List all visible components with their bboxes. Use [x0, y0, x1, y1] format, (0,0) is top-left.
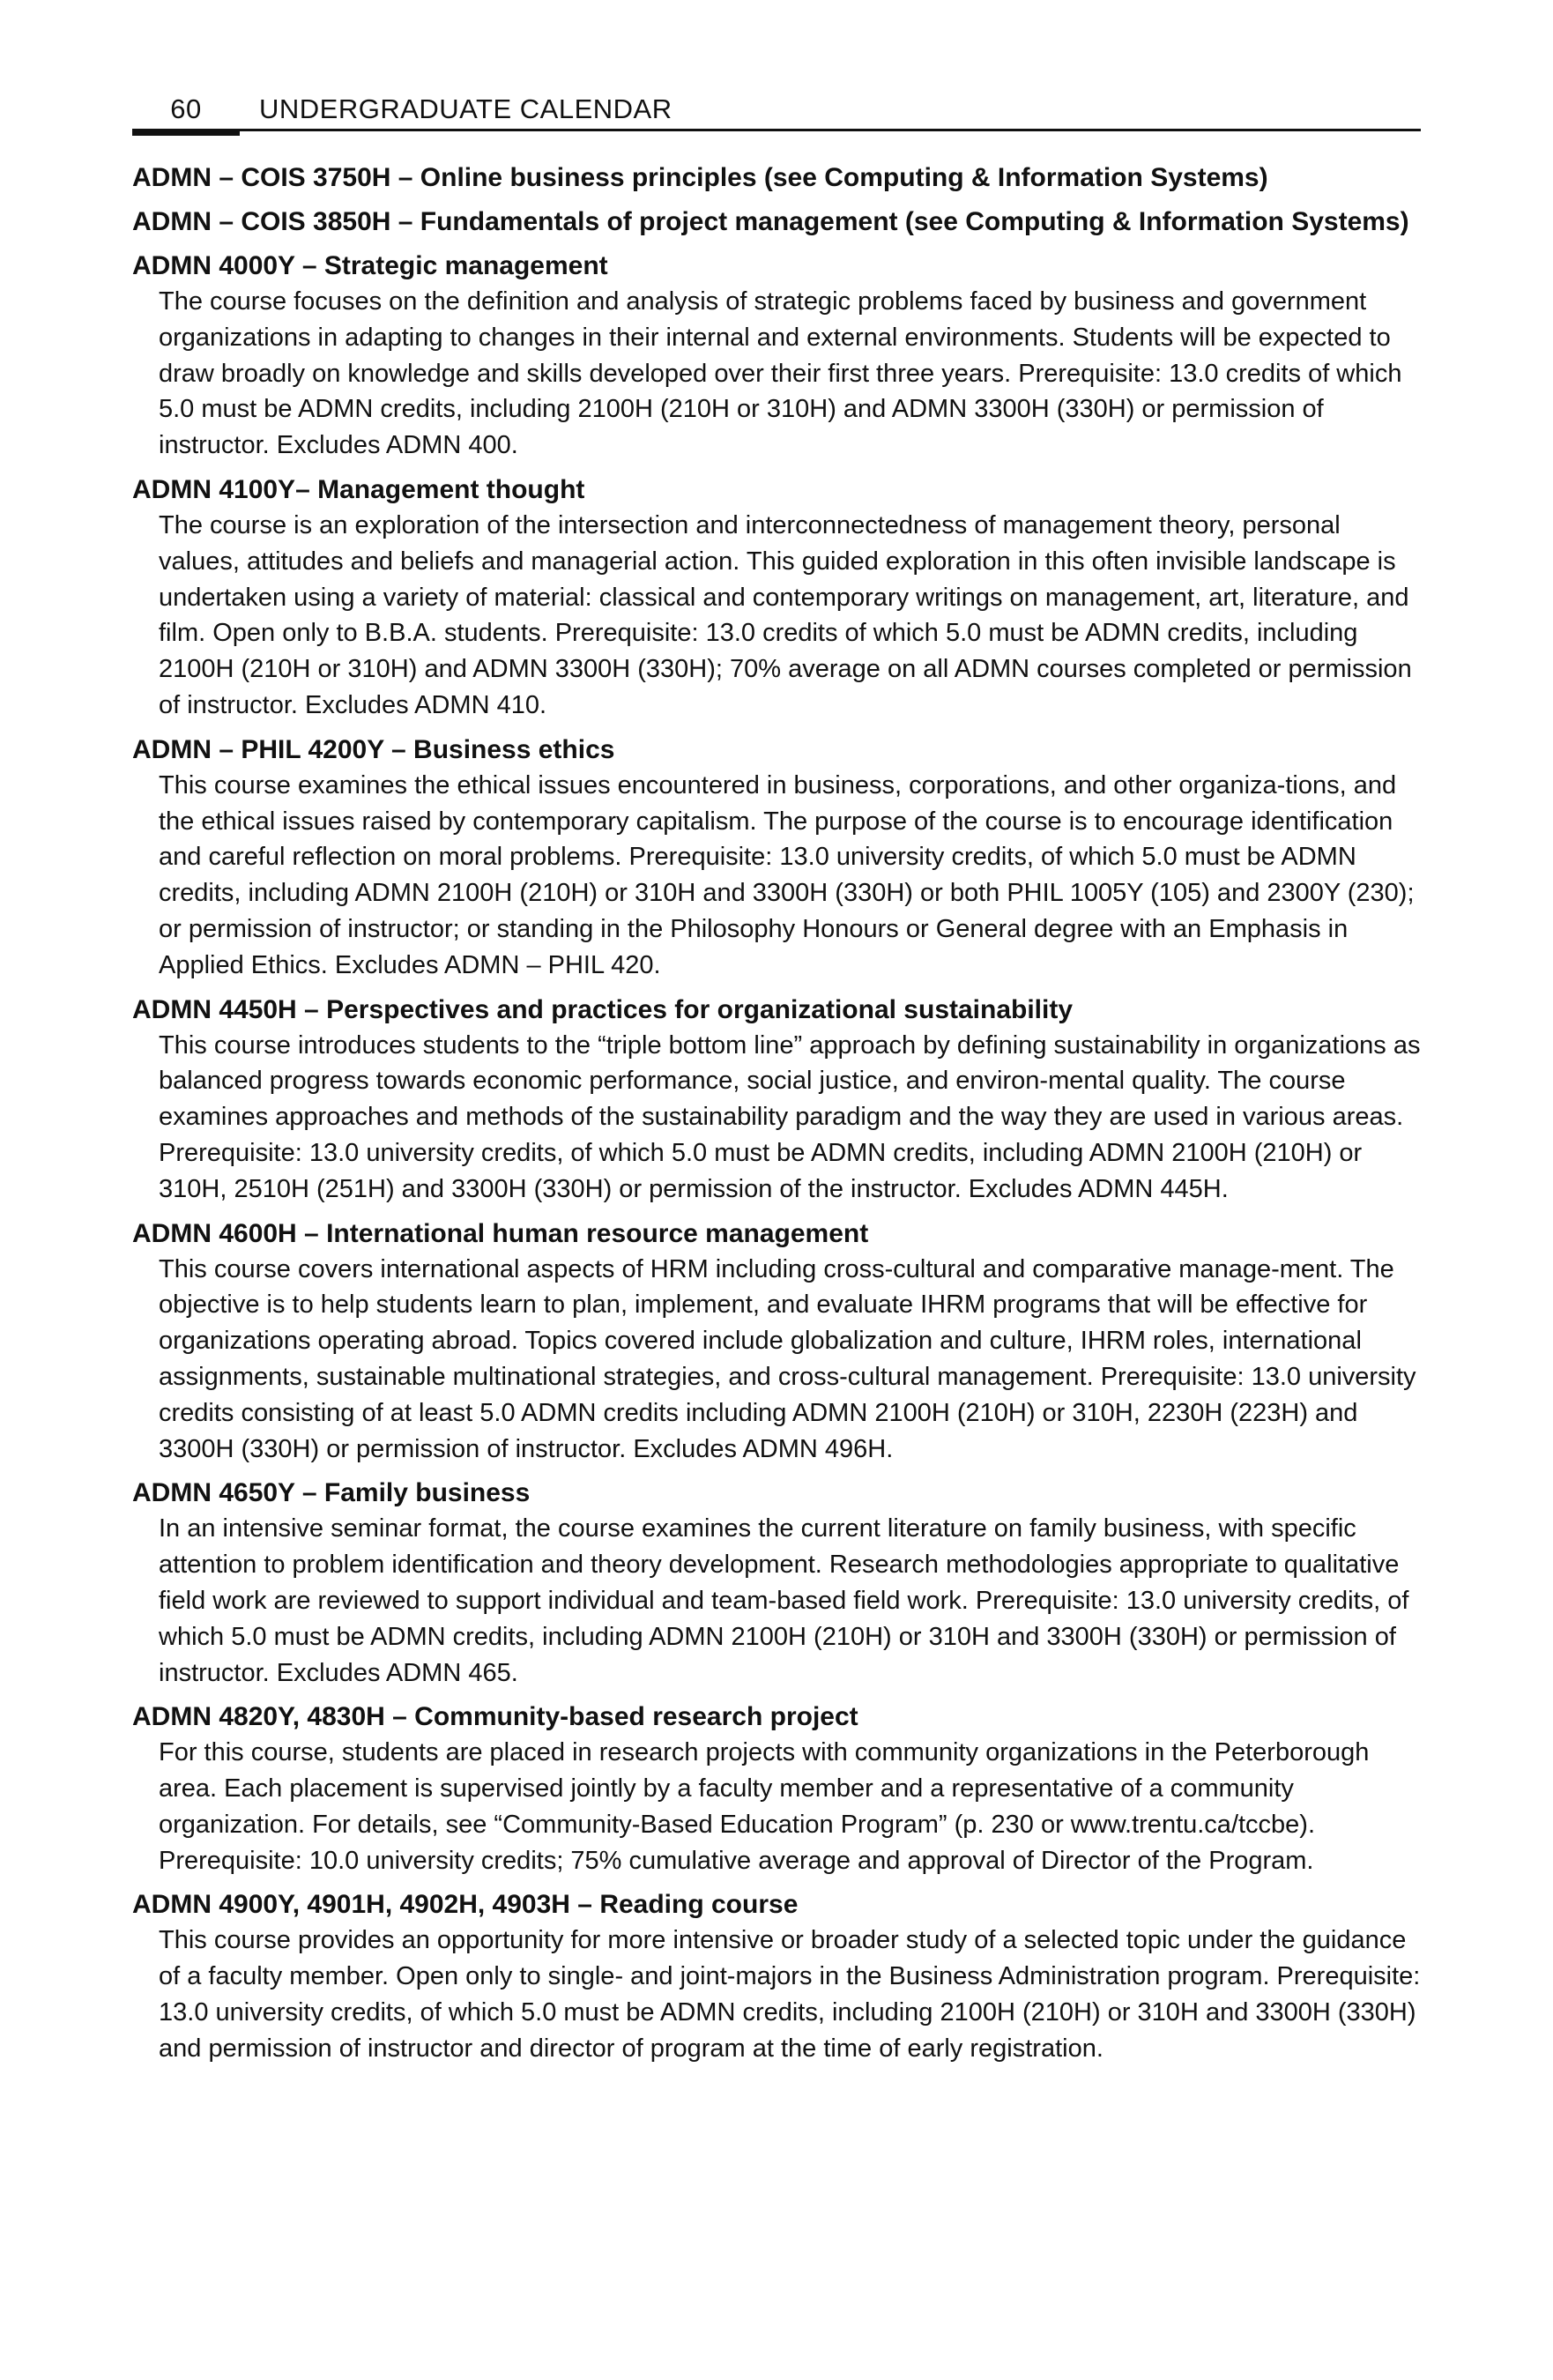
course-title: ADMN 4820Y, 4830H – Community-based research project [132, 1702, 858, 1732]
course-description: This course examines the ethical issues encountered in business, corporations, and other organiza-tions, and the ethical issues raised by contemporary capitalism. The purpose of the course is to encourage identification and careful reflection on moral problems. Prerequisite: 13.0 university credits, of which 5.0 must be ADMN credits, including ADMN 2100H (210H) or 310H and 3300H (330H) or both PHIL 1005Y (105) and 2300Y (230); or permission of instructor; or standing in the Philosophy Honours or General degree with an Emphasis in Applied Ethics. Excludes ADMN – PHIL 420. [159, 770, 1415, 979]
course-title: ADMN – COIS 3850H – Fundamentals of project management (see Computing & Information Systems) [132, 207, 1409, 236]
course-entry [132, 1475, 1421, 1691]
course-description: In an intensive seminar format, the course examines the current literature on family business, with specific attention to problem identification and theory development. Research methodologies appropriate to qualitative field work are reviewed to support individual and team-based field work. Prerequisite: 13.0 university credits, of which 5.0 must be ADMN credits, including ADMN 2100H (210H) or 310H and 3300H (330H) or permission of instructor. Excludes ADMN 465. [159, 1514, 1409, 1687]
course-entry [132, 472, 1421, 724]
course-title: ADMN 4900Y, 4901H, 4902H, 4903H – Reading course [132, 1890, 799, 1920]
course-description: This course provides an opportunity for more intensive or broader study of a selected topic under the guidance of a faculty member. Open only to single- and joint-majors in the Business Administration program. Prerequisite: 13.0 university credits, of which 5.0 must be ADMN credits, including 2100H (210H) or 310H and 3300H (330H) and permission of instructor and director of program at the time of early registration. [159, 1926, 1421, 2063]
course-entry [132, 992, 1421, 1208]
course-title: ADMN – PHIL 4200Y – Business ethics [132, 734, 615, 764]
course-title: ADMN 4600H – International human resource management [132, 1218, 869, 1248]
course-entry [132, 1216, 1421, 1468]
course-entry [132, 204, 1421, 240]
header-title: UNDERGRADUATE CALENDAR [259, 93, 672, 124]
course-entry [132, 1699, 1421, 1878]
course-entry [132, 732, 1421, 984]
course-title: ADMN 4650Y – Family business [132, 1478, 531, 1508]
calendar-page [132, 79, 1421, 2075]
course-title: ADMN 4450H – Perspectives and practices for organizational sustainability [132, 994, 1074, 1024]
course-title: ADMN 4000Y – Strategic management [132, 251, 608, 280]
course-entry [132, 248, 1421, 464]
course-title: ADMN 4100Y– Management thought [132, 474, 585, 504]
course-description: This course introduces students to the “triple bottom line” approach by defining sustainability in organizations as balanced progress towards economic performance, social justice, and environ-mental quality. The course examines approaches and methods of the sustainability paradigm and the way they are used in various areas. Prerequisite: 13.0 university credits, of which 5.0 must be ADMN credits, including ADMN 2100H (210H) or 310H, 2510H (251H) and 3300H (330H) or permission of the instructor. Excludes ADMN 445H. [159, 1030, 1421, 1203]
page-header [132, 79, 1421, 131]
header-tab-bar [132, 129, 240, 136]
course-title: ADMN – COIS 3750H – Online business principles (see Computing & Information Systems) [132, 163, 1268, 192]
course-entry [132, 1886, 1421, 2066]
course-entry [132, 160, 1421, 196]
page-number: 60 [170, 93, 202, 124]
course-description: The course is an exploration of the intersection and interconnectedness of management theory, personal values, attitudes and beliefs and managerial action. This guided exploration in this often invisible landscape is undertaken using a variety of material: classical and contemporary writings on management, art, literature, and film. Open only to B.B.A. students. Prerequisite: 13.0 credits of which 5.0 must be ADMN credits, including 2100H (210H or 310H) and ADMN 3300H (330H); 70% average on all ADMN courses completed or permission of instructor. Excludes ADMN 410. [159, 510, 1412, 719]
course-description: For this course, students are placed in research projects with community organizations in the Peterborough area. Each placement is supervised jointly by a faculty member and a representative of a community organization. For details, see “Community-Based Education Program” (p. 230 or www.trentu.ca/tccbe). Prerequisite: 10.0 university credits; 75% cumulative average and approval of Director of the Program. [159, 1738, 1370, 1875]
course-description: This course covers international aspects of HRM including cross-cultural and comparative manage-ment. The objective is to help students learn to plan, implement, and evaluate IHRM programs that will be effective for organizations operating abroad. Topics covered include globalization and culture, IHRM roles, international assignments, sustainable multinational strategies, and cross-cultural management. Prerequisite: 13.0 university credits consisting of at least 5.0 ADMN credits including ADMN 2100H (210H) or 310H, 2230H (223H) and 3300H (330H) or permission of instructor. Excludes ADMN 496H. [159, 1254, 1416, 1463]
course-list [132, 160, 1421, 2067]
course-description: The course focuses on the definition and analysis of strategic problems faced by business and government organizations in adapting to changes in their internal and external environments. Students will be expected to draw broadly on knowledge and skills developed over their first three years. Prerequisite: 13.0 credits of which 5.0 must be ADMN credits, including 2100H (210H or 310H) and ADMN 3300H (330H) or permission of instructor. Excludes ADMN 400. [159, 287, 1402, 460]
